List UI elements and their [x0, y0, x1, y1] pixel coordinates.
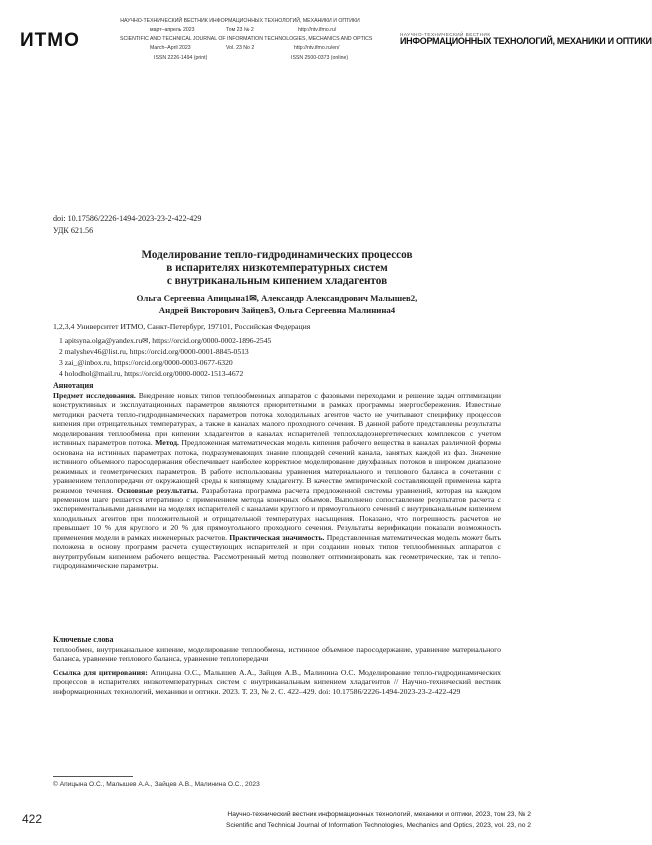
brand-big-text: ИНФОРМАЦИОННЫХ ТЕХНОЛОГИЙ, МЕХАНИКИ И ОПТИКИ: [400, 36, 652, 46]
abstract-text-significance: Представленная математическая модель может быть положена в основу программ расчета существующих испарителей и при создании новых типов теплообменных аппаратов с внутритрубным кипением рабочего вещества. Рассмотренный метод позволяет оптимизировать как геометрические, так и тепло-гидродинамические параметры.: [53, 532, 501, 571]
abstract-text-method: Предложенная математическая модель кипения рабочего вещества в каналах различной формы основана на истинных параметрах потока, подразумевающих знание площадей сечений канала, занятых каждой из фаз. Значение истинного объемного паросодержания обеспечивает наиболее корректное моделирование двухфазных потоков в широком диапазоне режимных и геометрических параметров. В работе использованы уравнения материального и теплового баланса в сочетании с уравнением теплопередачи от окружающей среды к кипящему хладагенту. В качестве эмпирической составляющей применена карта режимов течения.: [53, 438, 502, 495]
journal-header: [0, 0, 652, 80]
abstract-label-significance: Практическая значимость.: [229, 532, 325, 542]
citation-label: Ссылка для цитирования:: [53, 668, 148, 677]
abstract-heading: Аннотация: [53, 381, 94, 390]
abstract-text-results: Разработана программа расчета предложенной системы уравнений, которая на каждом временном шаге решается итеративно с применением метода конечных объемов. Выполнено сопоставление результатов расчета с экспериментальными данными на моделях испарителей с каналами круглого и прямоугольного сечений с внутриканальным кипением холодильных агентов при положительной и отрицательной температурах насыщения. Показано, что погрешность расчетов не превышает 10 % для круглого и 20 % для прямоугольного проходного сечения. Результаты верификации показали возможность применения модели в рамках инженерных расчетов.: [53, 485, 501, 542]
citation-text: Апицына О.С., Малышев А.А., Зайцев А.В., Малинина О.С. Моделирование тепло-гидродинамических процессов в испарителях низкотемпературных систем с внутриканальным кипением хладагентов // Научно-технический вестник информационных технологий, механики и оптики. 2023. Т. 23, № 2. С. 422–429. doi: 10.17586/2226-1494-2023-23-2-422-429: [53, 668, 501, 696]
issue-en: March–April 2023: [150, 45, 191, 51]
url-en[interactable]: http://ntv.ifmo.ru/en/: [294, 45, 340, 51]
authors-line-2: Андрей Викторович Зайцев3, Ольга Сергеевна Малинина4: [158, 305, 396, 315]
author-email-4[interactable]: 4 holodhol@mail.ru, https://orcid.org/0000-0002-1513-4672: [59, 369, 244, 378]
affiliation: 1,2,3,4 Университет ИТМО, Санкт-Петербург, 197101, Российская Федерация: [53, 322, 311, 331]
issn-online: ISSN 2500-0373 (online): [291, 55, 349, 61]
page-number: 422: [22, 812, 43, 826]
keywords-text: теплообмен, внутриканальное кипение, моделирование теплообмена, истинное объемное паросодержание, уравнение материального баланса, уравнение теплового баланса, уравнение теплопередачи: [53, 645, 501, 664]
copyright: © Апицына О.С., Малышев А.А., Зайцев А.В., Малинина О.С., 2023: [53, 781, 260, 788]
abstract-body: [53, 391, 501, 571]
article-title-line-3: с внутриканальным кипением хладагентов: [166, 275, 388, 287]
abstract-label-method: Метод.: [155, 438, 179, 448]
article-doi: doi: 10.17586/2226-1494-2023-23-2-422-429: [53, 214, 202, 223]
keywords-heading: Ключевые слова: [53, 635, 114, 644]
authors-line-1: Ольга Сергеевна Апицына1✉, Александр Александрович Малышев2,: [136, 293, 418, 303]
article-title-line-2: в испарителях низкотемпературных систем: [166, 262, 388, 274]
itmo-logo: ИТМО: [20, 30, 80, 51]
article-title-line-1: Моделирование тепло-гидродинамических процессов: [141, 249, 413, 261]
footer-journal-en: Scientific and Technical Journal of Information Technologies, Mechanics and Optics, 2023, vol. 23, no 2: [226, 822, 531, 829]
author-email-2[interactable]: 2 malyshev46@list.ru, https://orcid.org/0000-0001-8845-0513: [59, 347, 249, 356]
footnote-rule: [53, 776, 133, 777]
abstract-label-subject: Предмет исследования.: [53, 391, 136, 400]
abstract-label-results: Основные результаты.: [117, 485, 199, 495]
volume-ru: Том 23 № 2: [226, 27, 254, 33]
abstract-text-subject: Внедрение новых типов теплообменных аппаратов с фазовыми переходами и решение задач оптимизации конструктивных и эксплуатационных параметров являются приоритетными в рамках программы энергосбережения. Известные методики расчета тепло-гидродинамических параметров потока холодильных агентов часто не учитывают специфику процессов кипения при отрицательных температурах, а также в каналах малого проходного сечения. В данной работе представлены результаты моделирования теплообмена при кипении хладагентов в каналах испарителей теплохладоэнергетических комплексов с учетом истинных параметров потока.: [53, 391, 501, 448]
author-email-1[interactable]: 1 apitsyna.olga@yandex.ru✉, https://orcid.org/0000-0002-1896-2545: [59, 336, 272, 345]
journal-name-en: SCIENTIFIC AND TECHNICAL JOURNAL OF INFORMATION TECHNOLOGIES, MECHANICS AND OPTICS: [120, 36, 373, 42]
article-udk: УДК 621.56: [53, 226, 94, 235]
issue-ru: март–апрель 2023: [150, 27, 195, 33]
issn-print: ISSN 2226-1494 (print): [154, 55, 208, 61]
author-email-3[interactable]: 3 zai_@inbox.ru, https://orcid.org/0000-0003-0677-6320: [59, 358, 233, 367]
footer-journal-ru: Научно-технический вестник информационных технологий, механики и оптики, 2023, том 23, № 2: [227, 811, 531, 818]
journal-name-ru: НАУЧНО-ТЕХНИЧЕСКИЙ ВЕСТНИК ИНФОРМАЦИОННЫХ ТЕХНОЛОГИЙ, МЕХАНИКИ И ОПТИКИ: [120, 18, 360, 24]
citation-block: [53, 668, 501, 696]
volume-en: Vol. 23 No 2: [226, 45, 255, 51]
url-ru[interactable]: http://ntv.ifmo.ru/: [298, 27, 337, 33]
journal-brand-logo: [400, 32, 652, 46]
brand-small-text: НАУЧНО-ТЕХНИЧЕСКИЙ ВЕСТНИК: [400, 32, 491, 37]
